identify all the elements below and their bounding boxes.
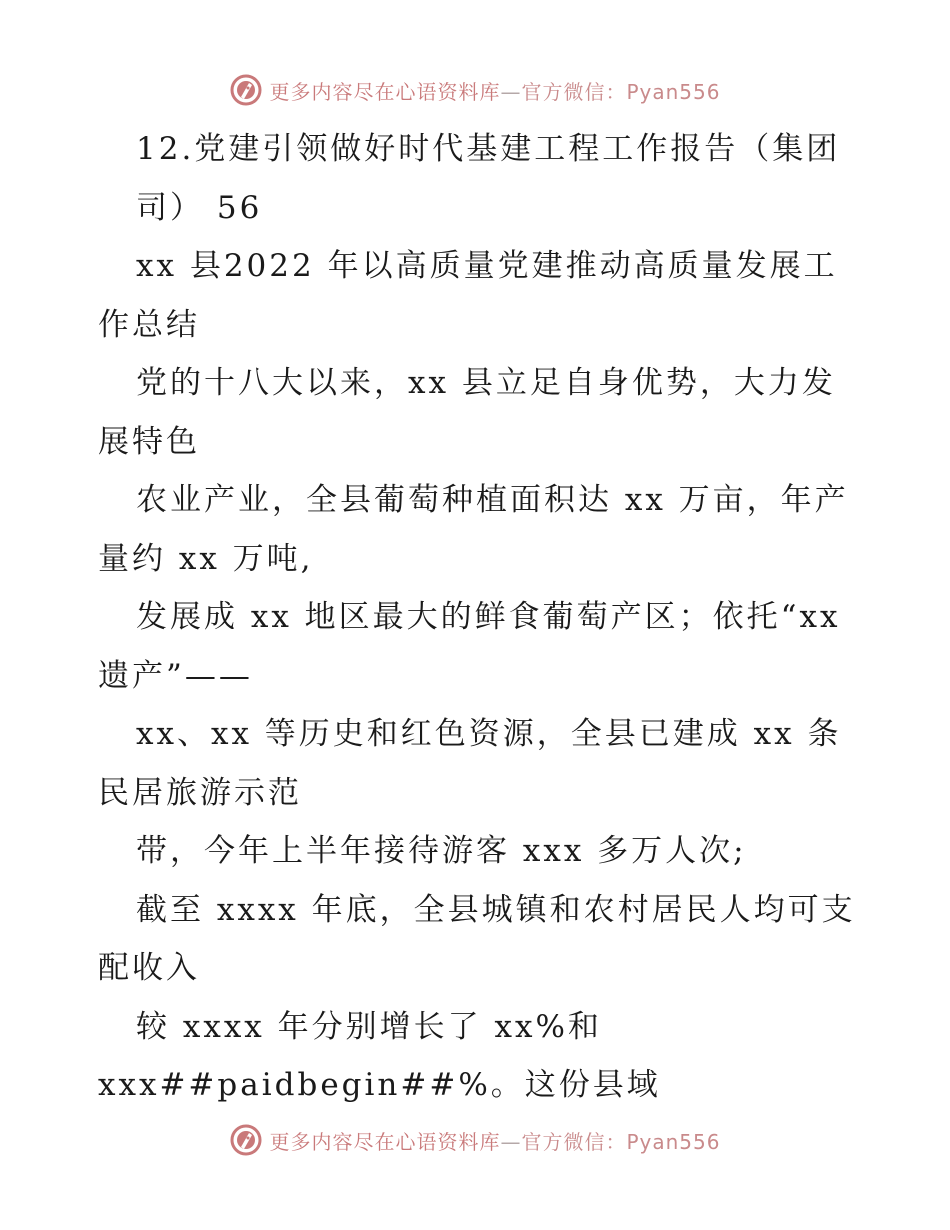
text-line: 民居旅游示范 — [98, 774, 302, 811]
text-line: 12.党建引领做好时代基建工程工作报告（集团 — [136, 131, 841, 167]
text-line: 发展成 xx 地区最大的鲜食葡萄产区；依托“xx — [136, 599, 841, 635]
text-line: 作总结 — [98, 306, 200, 343]
text-line: 司） 56 — [136, 189, 263, 226]
text-line: 农业产业，全县葡萄种植面积达 xx 万亩，年产 — [136, 482, 849, 518]
text-line: 配收入 — [98, 950, 200, 986]
banner-text: 更多内容尽在心语资料库—官方微信：Pyan556 — [269, 1129, 721, 1154]
text-line: 遗产”—— — [98, 657, 253, 694]
banner-text: 更多内容尽在心语资料库—官方微信：Pyan556 — [269, 79, 721, 104]
text-line: 截至 xxxx 年底，全县城镇和农村居民人均可支 — [136, 891, 856, 928]
text-line: 量约 xx 万吨, — [98, 540, 314, 577]
text-line: xx 县2022 年以高质量党建推动高质量发展工 — [136, 248, 838, 284]
text-line: xx、xx 等历史和红色资源，全县已建成 xx 条 — [136, 716, 842, 752]
document-body — [98, 120, 858, 1115]
text-line: 较 xxxx 年分别增长了 xx%和 — [136, 1008, 602, 1045]
text-line: xxx##paidbegin##%。这份县域 — [98, 1067, 661, 1103]
header-watermark-banner — [0, 68, 950, 112]
text-line: 展特色 — [98, 423, 200, 460]
footer-watermark-banner — [0, 1118, 950, 1162]
pen-nib-logo-icon — [229, 73, 263, 107]
text-line: 党的十八大以来，xx 县立足自身优势，大力发 — [136, 365, 836, 401]
text-line: 带，今年上半年接待游客 xxx 多万人次; — [136, 833, 747, 869]
pen-nib-logo-icon — [229, 1123, 263, 1157]
